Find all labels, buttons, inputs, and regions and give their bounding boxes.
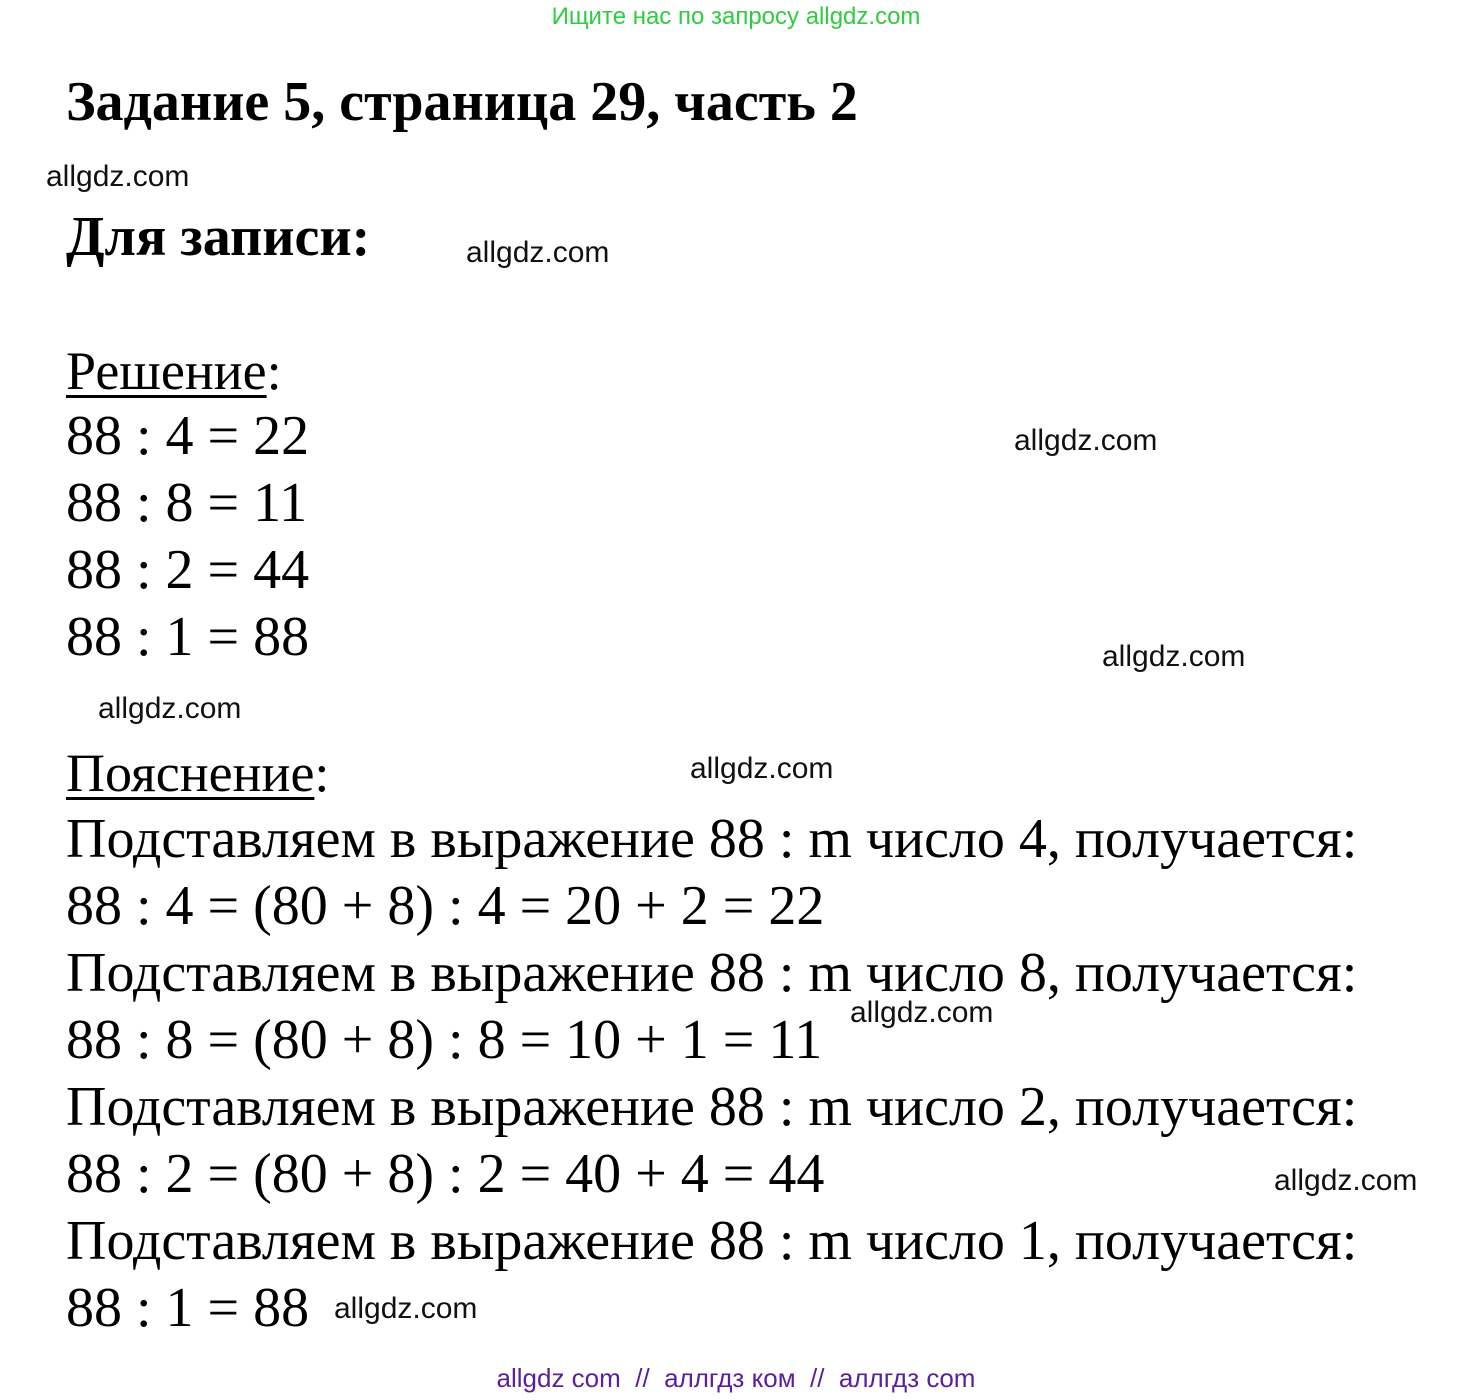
explanation-heading-text: Пояснение (66, 743, 315, 803)
explanation-lines (66, 806, 1357, 1342)
explanation-line: Подставляем в выражение 88 : m число 1, получается: (66, 1210, 1358, 1272)
explanation-line: 88 : 8 = (80 + 8) : 8 = 10 + 1 = 11 (66, 1009, 823, 1071)
solution-heading-colon: : (266, 341, 282, 401)
watermark: allgdz.com (46, 160, 190, 193)
solution-line: 88 : 2 = 44 (66, 539, 310, 601)
watermark: allgdz.com (850, 996, 994, 1029)
explanation-heading (66, 742, 329, 804)
watermark: allgdz.com (1102, 640, 1246, 673)
for-record-heading: Для записи: (66, 206, 371, 268)
explanation-line: 88 : 4 = (80 + 8) : 4 = 20 + 2 = 22 (66, 875, 825, 937)
watermark: allgdz.com (1274, 1164, 1418, 1197)
footer-links: allgdz com // аллгдз ком // аллгдз com (496, 1363, 976, 1393)
solution-heading (66, 340, 282, 402)
page-title: Задание 5, страница 29, часть 2 (66, 71, 858, 133)
watermark: allgdz.com (98, 692, 242, 725)
explanation-line: Подставляем в выражение 88 : m число 4, получается: (66, 808, 1358, 870)
explanation-line: 88 : 1 = 88 (66, 1277, 310, 1339)
explanation-heading-colon: : (314, 743, 330, 803)
solution-heading-text: Решение (66, 341, 267, 401)
explanation-line: Подставляем в выражение 88 : m число 8, получается: (66, 942, 1358, 1004)
explanation-line: Подставляем в выражение 88 : m число 2, получается: (66, 1076, 1358, 1138)
solution-lines (66, 403, 309, 671)
watermark: allgdz.com (1014, 424, 1158, 457)
explanation-line: 88 : 2 = (80 + 8) : 2 = 40 + 4 = 44 (66, 1143, 825, 1205)
watermark: allgdz.com (334, 1292, 478, 1325)
solution-line: 88 : 8 = 11 (66, 472, 308, 534)
watermark: allgdz.com (466, 236, 610, 269)
solution-line: 88 : 4 = 22 (66, 405, 310, 467)
watermark: allgdz.com (690, 752, 834, 785)
top-banner: Ищите нас по запросу allgdz.com (551, 3, 921, 30)
solution-line: 88 : 1 = 88 (66, 606, 310, 668)
